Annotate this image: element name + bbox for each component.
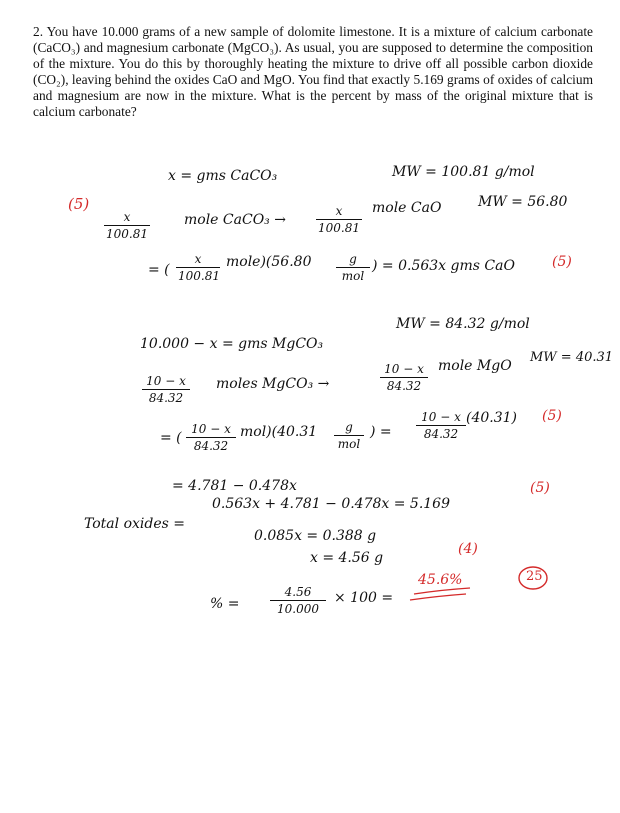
frac-den: mol <box>337 437 361 451</box>
percent-mult: × 100 = <box>334 590 394 606</box>
frac-num: x <box>194 252 202 266</box>
frac-num: 10 − x <box>421 410 461 424</box>
total-oxides-expr: 0.563x + 4.781 − 0.478x = 5.169 <box>212 496 450 512</box>
total-score-circle <box>519 567 547 589</box>
percent-label: % = <box>210 596 240 612</box>
mole-mgo: mole MgO <box>438 358 512 374</box>
mw-cao: MW = 56.80 <box>478 194 568 210</box>
line3-open: = ( <box>148 262 170 278</box>
total-oxides-label: Total oxides = <box>84 516 185 532</box>
final-answer: 45.6% <box>418 572 463 588</box>
line6-tail: (40.31) <box>466 410 518 426</box>
grader-score-3: (5) <box>542 408 562 424</box>
frac-den: mol <box>341 269 365 283</box>
line3-mid: mole)(56.80 <box>226 254 312 270</box>
def-caco3: x = gms CaCO₃ <box>168 168 278 184</box>
frac-den: 100.81 <box>106 227 148 241</box>
grader-score-2: (5) <box>552 254 572 270</box>
frac-num: g <box>349 252 357 266</box>
line9: 0.085x = 0.388 g <box>254 528 377 544</box>
grader-score-1: (5) <box>68 195 90 213</box>
frac-den: 84.32 <box>423 427 459 441</box>
grader-score-5: (4) <box>458 541 478 557</box>
frac-den: 84.32 <box>386 379 422 393</box>
grader-score-4: (5) <box>530 480 550 496</box>
mw-mgo: MW = 40.31 <box>530 350 614 365</box>
frac-num: 4.56 <box>284 585 312 599</box>
moles-mgco3: moles MgCO₃ → <box>216 376 330 392</box>
frac-num: 10 − x <box>146 374 186 388</box>
frac-num: g <box>345 420 353 434</box>
mole-cao: mole CaO <box>372 200 442 216</box>
line6-mid: mol)(40.31 <box>240 424 318 440</box>
mw-caco3: MW = 100.81 g/mol <box>392 164 535 180</box>
line3-result: ) = 0.563x gms CaO <box>372 258 515 274</box>
total-score-text: 25 <box>526 569 543 584</box>
moles-caco3: mole CaCO₃ → <box>184 212 286 228</box>
line10: x = 4.56 g <box>310 550 384 566</box>
line6-open: = ( <box>160 430 182 446</box>
problem-number: 2. <box>33 24 44 39</box>
frac-den: 100.81 <box>318 221 360 235</box>
frac-den: 100.81 <box>178 269 220 283</box>
frac-num: x <box>335 204 343 218</box>
line6-eq: ) = <box>370 424 392 440</box>
frac-num: 10 − x <box>191 422 231 436</box>
mw-mgco3: MW = 84.32 g/mol <box>396 316 530 332</box>
def-mgco3: 10.000 − x = gms MgCO₃ <box>140 336 324 352</box>
answer-underline-2 <box>410 594 466 600</box>
frac-num: 10 − x <box>384 362 424 376</box>
line7: = 4.781 − 0.478x <box>172 478 297 494</box>
frac-den: 84.32 <box>193 439 229 453</box>
frac-den: 10.000 <box>277 602 319 616</box>
answer-underline-1 <box>414 588 470 594</box>
frac-num: x <box>123 210 131 224</box>
frac-den: 84.32 <box>148 391 184 405</box>
problem-text: You have 10.000 grams of a new sample of dolomite limestone. It is a mixture of calcium carbonate (CaCO₃) and magnesium carbonate (MgCO₃). As usual, you are supposed to determine the composition of the mixture. You do this by thoroughly heating the mixture to drive off all possible carbon dioxide (CO₂), leaving behind the oxides CaO and MgO. You find that exactly 5.169 grams of oxides of calcium and magnesium are now in the mixture. What is the percent by mass of the original mixture that is calcium carbonate? <box>33 24 593 120</box>
